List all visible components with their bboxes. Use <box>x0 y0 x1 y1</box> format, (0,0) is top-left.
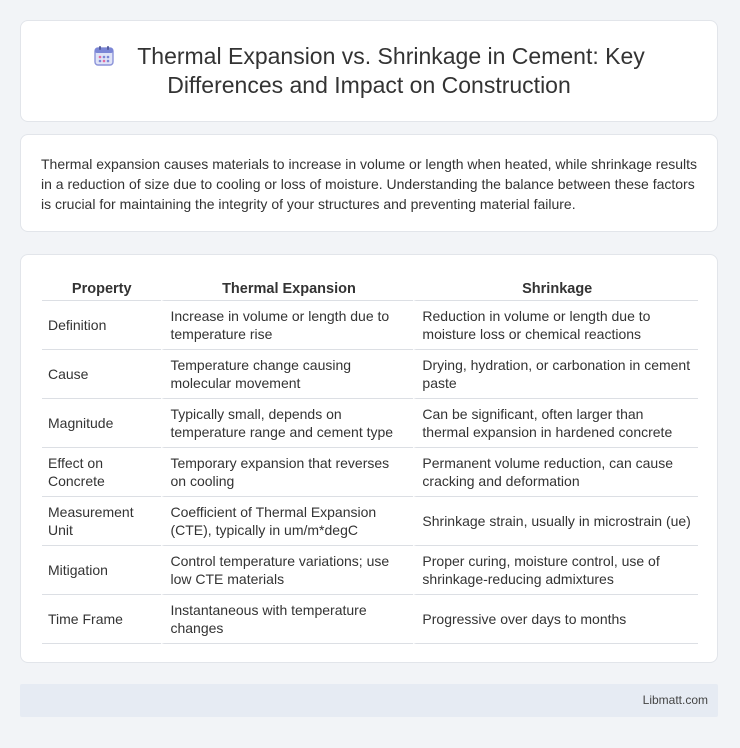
row-thermal-expansion: Instantaneous with temperature changes <box>161 595 413 644</box>
row-shrinkage: Proper curing, moisture control, use of shrinkage-reducing admixtures <box>413 546 698 595</box>
row-shrinkage: Permanent volume reduction, can cause cracking and deformation <box>413 448 698 497</box>
intro-text: Thermal expansion causes materials to increase in volume or length when heated, while shrinkage results in a reduction of size due to cooling or loss of moisture. Understanding the balance between these factors is crucial for maintaining the integrity of your structures and preventing material failure. <box>41 156 698 212</box>
comparison-table <box>42 275 698 644</box>
row-property: Measurement Unit <box>42 497 161 546</box>
table-header-row <box>42 275 698 301</box>
table-row <box>42 350 698 399</box>
page-title-text: Thermal Expansion vs. Shrinkage in Cement: Key Differences and Impact on Construction <box>137 43 645 98</box>
row-thermal-expansion: Typically small, depends on temperature range and cement type <box>161 399 413 448</box>
header-shrinkage: Shrinkage <box>413 275 698 301</box>
row-thermal-expansion: Coefficient of Thermal Expansion (CTE), typically in um/m*degC <box>161 497 413 546</box>
table-card <box>20 254 718 663</box>
table-row <box>42 399 698 448</box>
footer <box>20 684 718 717</box>
row-property: Cause <box>42 350 161 399</box>
row-shrinkage: Can be significant, often larger than thermal expansion in hardened concrete <box>413 399 698 448</box>
table-row <box>42 448 698 497</box>
row-shrinkage: Progressive over days to months <box>413 595 698 644</box>
header-property: Property <box>42 275 161 301</box>
table-row <box>42 497 698 546</box>
page-title <box>69 42 669 100</box>
row-thermal-expansion: Increase in volume or length due to temperature rise <box>161 301 413 350</box>
table-row <box>42 301 698 350</box>
row-property: Time Frame <box>42 595 161 644</box>
row-shrinkage: Shrinkage strain, usually in microstrain (ue) <box>413 497 698 546</box>
row-shrinkage: Reduction in volume or length due to moisture loss or chemical reactions <box>413 301 698 350</box>
row-thermal-expansion: Temporary expansion that reverses on cooling <box>161 448 413 497</box>
intro-card <box>20 134 718 232</box>
row-property: Magnitude <box>42 399 161 448</box>
row-shrinkage: Drying, hydration, or carbonation in cement paste <box>413 350 698 399</box>
row-thermal-expansion: Control temperature variations; use low CTE materials <box>161 546 413 595</box>
row-thermal-expansion: Temperature change causing molecular movement <box>161 350 413 399</box>
row-property: Definition <box>42 301 161 350</box>
title-card <box>20 20 718 122</box>
row-property: Mitigation <box>42 546 161 595</box>
footer-brand[interactable]: Libmatt.com <box>642 693 708 707</box>
calendar-icon <box>93 45 115 67</box>
row-property: Effect on Concrete <box>42 448 161 497</box>
header-thermal-expansion: Thermal Expansion <box>161 275 413 301</box>
table-row <box>42 546 698 595</box>
table-row <box>42 595 698 644</box>
